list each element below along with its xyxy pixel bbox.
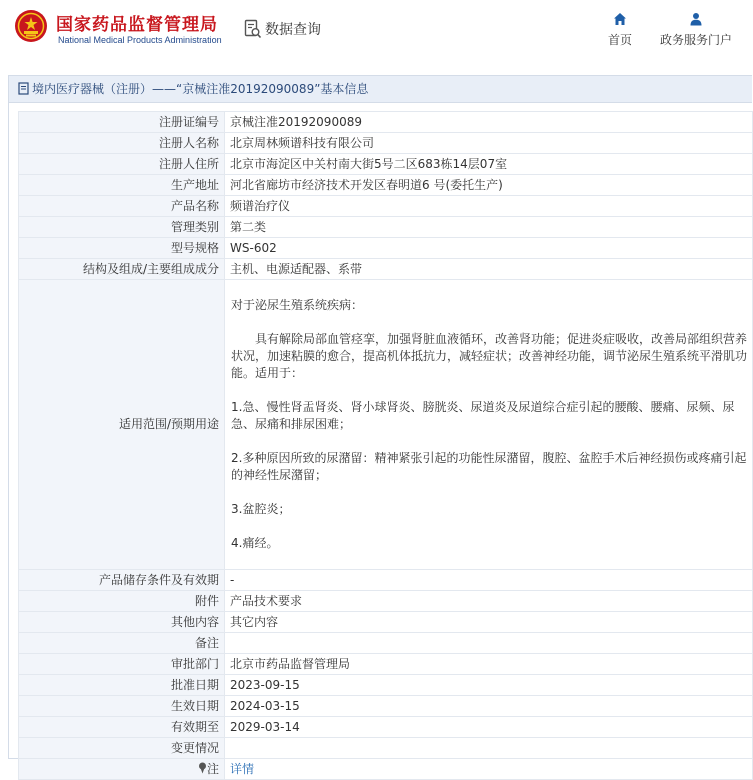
site-name-cn[interactable]: 国家药品监督管理局 (56, 15, 218, 35)
row-value: 北京市海淀区中关村南大街5号二区683栋14层07室 (225, 154, 753, 175)
row-label: 附件 (19, 591, 225, 612)
usage-paragraph: 3.盆腔炎； (231, 502, 291, 516)
usage-paragraph: 1.急、慢性肾盂肾炎、肾小球肾炎、膀胱炎、尿道炎及尿道综合症引起的腰酸、腰痛、尿频、尿急、尿痛和排尿困难； (231, 400, 735, 431)
details-link[interactable]: 详情 (230, 761, 255, 776)
nav-home[interactable] (602, 12, 638, 48)
info-table (18, 111, 753, 780)
panel-title: 境内医疗器械（注册）——“京械注准20192090089”基本信息 (32, 82, 369, 96)
row-value (225, 738, 753, 759)
note-label-cell (19, 759, 225, 780)
row-label: 批准日期 (19, 675, 225, 696)
table-row (19, 591, 753, 612)
panel-title-bar (9, 76, 752, 103)
row-label: 其他内容 (19, 612, 225, 633)
table-row (19, 675, 753, 696)
table-row (19, 696, 753, 717)
detail-panel (8, 75, 752, 776)
row-label: 适用范围/预期用途 (19, 280, 225, 570)
row-value: 2023-09-15 (225, 675, 753, 696)
row-value: 2029-03-14 (225, 717, 753, 738)
table-row (19, 717, 753, 738)
row-value: 北京周林频谱科技有限公司 (225, 133, 753, 154)
data-query-label: 数据查询 (265, 22, 321, 38)
row-label: 生产地址 (19, 175, 225, 196)
usage-paragraph: 对于泌尿生殖系统疾病： (231, 298, 364, 312)
table-row-note (19, 759, 753, 780)
table-row (19, 738, 753, 759)
table-row (19, 654, 753, 675)
row-value: 第二类 (225, 217, 753, 238)
nav-service-label: 政务服务门户 (659, 33, 732, 47)
nav-service-portal[interactable] (656, 12, 736, 48)
row-value: WS-602 (225, 238, 753, 259)
row-value: 2024-03-15 (225, 696, 753, 717)
row-label: 变更情况 (19, 738, 225, 759)
table-row (19, 633, 753, 654)
row-label: 注册人住所 (19, 154, 225, 175)
row-label: 管理类别 (19, 217, 225, 238)
pin-icon (198, 762, 207, 774)
document-search-icon (244, 19, 262, 39)
note-label: 注 (206, 761, 219, 776)
row-label: 备注 (19, 633, 225, 654)
table-row-usage (19, 280, 753, 570)
nav-home-label: 首页 (607, 33, 632, 47)
row-value: 京械注准20192090089 (225, 112, 753, 133)
document-icon (18, 82, 30, 95)
table-row (19, 112, 753, 133)
table-row (19, 238, 753, 259)
usage-text (225, 280, 753, 570)
row-label: 审批部门 (19, 654, 225, 675)
row-value (225, 633, 753, 654)
row-label: 产品名称 (19, 196, 225, 217)
row-value: 产品技术要求 (225, 591, 753, 612)
note-value-cell (225, 759, 753, 780)
home-icon (613, 12, 627, 26)
row-label: 型号规格 (19, 238, 225, 259)
usage-paragraph: 4.痛经。 (231, 536, 279, 550)
site-header (0, 0, 752, 62)
usage-paragraph: 2.多种原因所致的尿潴留：精神紧张引起的功能性尿潴留，腹腔、盆腔手术后神经损伤或疼痛引起的神经性尿潴留； (231, 451, 747, 482)
row-label: 有效期至 (19, 717, 225, 738)
table-row (19, 570, 753, 591)
row-value: - (225, 570, 753, 591)
row-label: 注册证编号 (19, 112, 225, 133)
row-label: 注册人名称 (19, 133, 225, 154)
usage-paragraph: 具有解除局部血管痉挛，加强肾脏血液循环，改善肾功能；促进炎症吸收，改善局部组织营养状况，加速粘膜的愈合，提高机体抵抗力，减轻症状；改善神经功能，调节泌尿生殖系统平滑肌功能。适用于： (231, 332, 748, 380)
row-label: 生效日期 (19, 696, 225, 717)
row-value: 频谱治疗仪 (225, 196, 753, 217)
table-row (19, 154, 753, 175)
row-value: 主机、电源适配器、系带 (225, 259, 753, 280)
row-value: 北京市药品监督管理局 (225, 654, 753, 675)
table-row (19, 612, 753, 633)
row-label: 产品储存条件及有效期 (19, 570, 225, 591)
row-value: 河北省廊坊市经济技术开发区春明道6 号(委托生产) (225, 175, 753, 196)
data-query-link[interactable] (244, 18, 321, 40)
user-icon (689, 12, 703, 26)
table-row (19, 133, 753, 154)
table-row (19, 196, 753, 217)
table-row (19, 259, 753, 280)
site-name-en[interactable]: National Medical Products Administration (58, 35, 222, 45)
table-row (19, 175, 753, 196)
row-label: 结构及组成/主要组成成分 (19, 259, 225, 280)
national-emblem-icon[interactable] (14, 9, 48, 43)
table-row (19, 217, 753, 238)
row-value: 其它内容 (225, 612, 753, 633)
